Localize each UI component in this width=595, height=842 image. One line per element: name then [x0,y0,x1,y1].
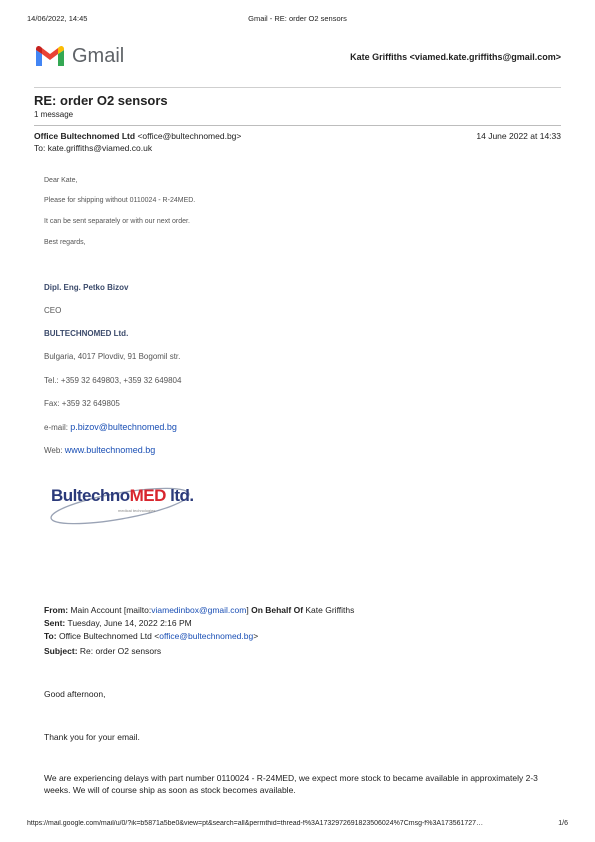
message-date: 14 June 2022 at 14:33 [476,131,561,141]
forward-sent: Sent: Tuesday, June 14, 2022 2:16 PM [44,618,192,628]
account-label: Kate Griffiths <viamed.kate.griffiths@gmail.com> [350,52,561,62]
gmail-m-icon [34,44,66,68]
reply-paragraph: We are experiencing delays with part number 0110024 - R-24MED, we expect more stock to became available in approximately 2-3 weeks. We will of course ship as soon as stock becomes available. [44,773,538,795]
logo-text-b: MED [129,486,166,505]
signature-email-label: e-mail: [44,423,71,432]
sender-name: Office Bultechnomed Ltd [34,131,136,141]
forward-from-link[interactable]: viamedinbox@gmail.com [151,605,247,615]
divider [34,87,561,88]
footer-page-number: 1/6 [558,820,568,827]
logo-tagline: medical technologies [118,508,156,513]
signature-web-link[interactable]: www.bultechnomed.bg [64,445,156,455]
print-header [27,14,568,26]
logo-text-a: Bultechno [51,486,130,505]
forward-subject: Subject: Re: order O2 sensors [44,646,162,656]
message-count: 1 message [34,110,74,119]
signature-company: BULTECHNOMED Ltd. [44,329,129,338]
print-title: Gmail - RE: order O2 sensors [248,14,347,23]
signature-name: Dipl. Eng. Petko Bizov [44,283,129,292]
body-closing: Best regards, [44,239,86,246]
reply-thanks: Thank you for your email. [44,732,140,742]
logo-text-c: ltd. [165,486,194,505]
signature-email-link[interactable]: p.bizov@bultechnomed.bg [70,422,177,432]
forward-from: From: Main Account [mailto:viamedinbox@gmail.com] On Behalf Of Kate Griffiths [44,605,355,615]
email-subject: RE: order O2 sensors [34,93,168,108]
forward-to: To: Office Bultechnomed Ltd <office@bultechnomed.bg> [44,631,259,641]
signature-address: Bulgaria, 4017 Plovdiv, 91 Bogomil str. [44,352,181,361]
signature-web-line [44,445,155,455]
print-timestamp: 14/06/2022, 14:45 [27,14,88,23]
reply-greeting: Good afternoon, [44,689,106,699]
signature-fax: Fax: +359 32 649805 [44,399,120,408]
forward-to-link[interactable]: office@bultechnomed.bg [159,631,254,641]
sender-line [34,131,241,141]
signature-email-line [44,422,177,432]
bultechnomed-logo [48,478,198,526]
sender-email: <office@bultechnomed.bg> [137,131,242,141]
divider [34,125,561,126]
body-line-1: Please for shipping without 0110024 - R-24MED. [44,197,196,204]
gmail-wordmark: Gmail [72,45,125,67]
signature-role: CEO [44,306,62,315]
gmail-logo [34,44,134,70]
logo-wordmark [51,486,194,506]
recipient-line: To: kate.griffiths@viamed.co.uk [34,143,153,153]
body-line-2: It can be sent separately or with our next order. [44,218,190,225]
signature-tel: Tel.: +359 32 649803, +359 32 649804 [44,376,182,385]
body-greeting: Dear Kate, [44,177,78,184]
footer-url: https://mail.google.com/mail/u/0/?ik=b5871a5be0&view=pt&search=all&permthid=thread-f%3A1732972691823506024%7Cmsg-f%3A173561727… [27,820,484,827]
signature-web-label: Web: [44,446,65,455]
